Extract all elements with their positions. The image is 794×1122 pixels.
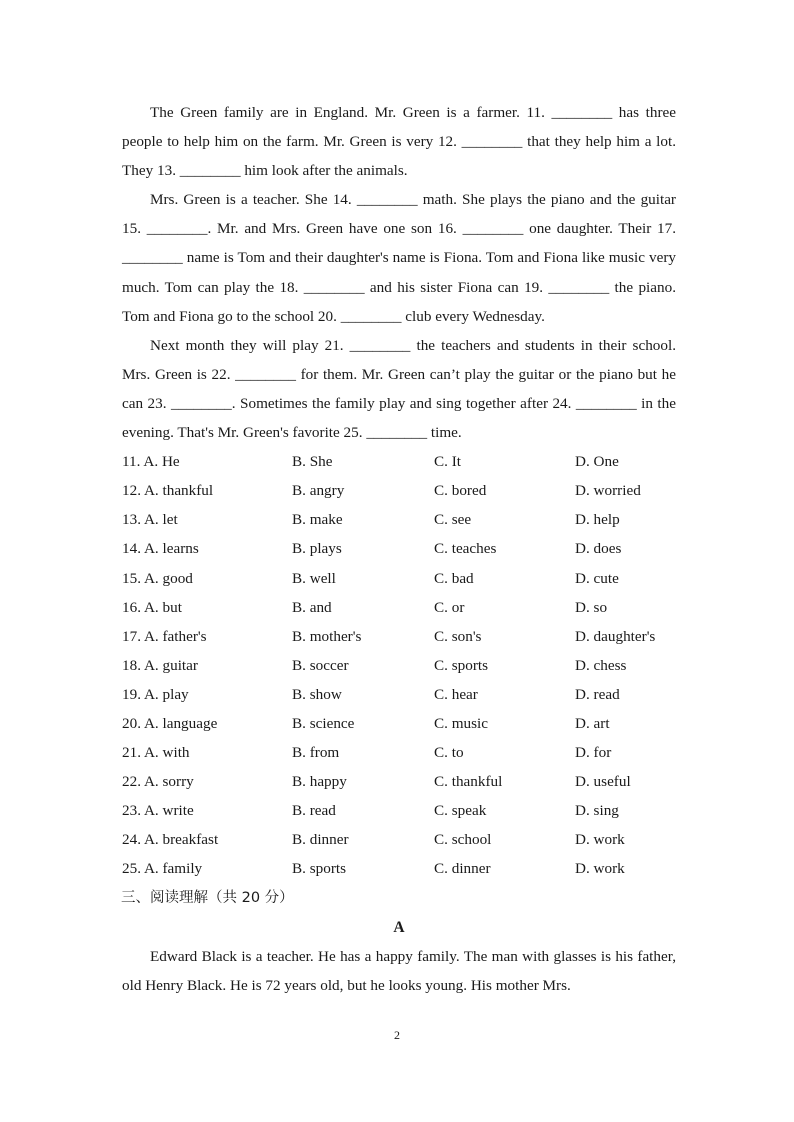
option-c: C. speak [434,802,487,820]
option-row [122,796,676,825]
option-d: D. does [575,540,622,558]
option-b: B. plays [292,540,342,558]
option-b: B. happy [292,773,347,791]
option-d: D. daughter's [575,627,656,645]
option-a: 12. A. thankful [122,482,214,500]
option-b: B. well [292,569,336,587]
option-c: C. sports [434,656,489,674]
answer-options [122,447,676,883]
option-c: C. thankful [434,773,503,791]
option-a: 19. A. play [122,685,189,703]
option-b: B. read [292,802,336,820]
option-a: 15. A. good [122,569,193,587]
option-d: D. so [575,598,608,616]
page-number: 2 [394,1028,400,1042]
option-b: B. make [292,511,343,529]
option-row [122,476,676,505]
option-a: 25. A. family [122,860,203,878]
option-a: 17. A. father's [122,627,207,645]
option-c: C. son's [434,627,482,645]
option-d: D. One [575,453,619,471]
option-row [122,680,676,709]
option-c: C. school [434,831,492,849]
option-c: C. or [434,598,465,616]
option-a: 24. A. breakfast [122,831,219,849]
option-row [122,651,676,680]
passage-label: A [393,918,405,936]
option-c: C. to [434,744,464,762]
option-d: D. read [575,685,620,703]
section-title: 三、阅读理解（共 20 分） [121,889,294,906]
option-row [122,447,676,476]
option-b: B. science [292,714,355,732]
option-row [122,825,676,854]
option-d: D. chess [575,656,627,674]
option-d: D. work [575,860,625,878]
option-c: C. teaches [434,540,497,558]
reading-paragraph: Edward Black is a teacher. He has a happy family. The man with glasses is his father, old Henry Black. He is 72 years old, but he looks young. His mother Mrs. [122,947,676,994]
option-a: 11. A. He [122,453,180,471]
option-b: B. She [292,453,333,471]
cloze-paragraph-2: Mrs. Green is a teacher. She 14. ________ math. She plays the piano and the guitar 15. ________. Mr. and Mrs. Green have one son 16. ________ one daughter. Their 17. ________ name is Tom and their daughter's name is Fiona. Tom and Fiona like music very much. Tom can play the 18. ________ and his sister Fiona can 19. ________ the piano. Tom and Fiona go to the school 20. ________ club every Wednesday. [122,191,676,325]
option-b: B. mother's [292,627,362,645]
option-d: D. sing [575,802,619,820]
option-b: B. show [292,685,342,703]
option-d: D. work [575,831,625,849]
option-b: B. dinner [292,831,349,849]
option-row [122,564,676,593]
option-a: 23. A. write [122,802,194,820]
reading-passage [122,942,676,1000]
option-row [122,622,676,651]
option-c: C. music [434,714,489,732]
option-c: C. bad [434,569,474,587]
option-d: D. cute [575,569,619,587]
option-c: C. see [434,511,472,529]
option-b: B. from [292,744,340,762]
cloze-paragraph-1: The Green family are in England. Mr. Green is a farmer. 11. ________ has three people to help him on the farm. Mr. Green is very 12. ________ that they help him a lot. They 13. ________ him look after the animals. [122,104,676,180]
option-a: 18. A. guitar [122,656,198,674]
option-row [122,534,676,563]
option-a: 22. A. sorry [122,773,194,791]
option-d: D. for [575,744,612,762]
option-a: 14. A. learns [122,540,199,558]
option-row [122,709,676,738]
option-a: 21. A. with [122,744,190,762]
cloze-passage [122,98,676,447]
option-c: C. dinner [434,860,491,878]
option-c: C. bored [434,482,487,500]
option-b: B. and [292,598,332,616]
option-d: D. useful [575,773,631,791]
option-c: C. It [434,453,462,471]
option-a: 16. A. but [122,598,182,616]
option-row [122,854,676,883]
option-b: B. soccer [292,656,349,674]
cloze-paragraph-3: Next month they will play 21. ________ the teachers and students in their school. Mrs. Green is 22. ________ for them. Mr. Green can’t play the guitar or the piano but he can 23. ________. Sometimes the family play and sing together after 24. ________ in the evening. That's Mr. Green's favorite 25. ________ time. [122,336,676,442]
option-a: 20. A. language [122,714,218,732]
option-row [122,593,676,622]
option-row [122,767,676,796]
option-b: B. angry [292,482,345,500]
worksheet-page [122,98,676,1000]
option-c: C. hear [434,685,478,703]
option-a: 13. A. let [122,511,178,529]
option-row [122,738,676,767]
option-b: B. sports [292,860,347,878]
option-d: D. worried [575,482,641,500]
option-row [122,505,676,534]
option-d: D. help [575,511,620,529]
option-d: D. art [575,714,610,732]
